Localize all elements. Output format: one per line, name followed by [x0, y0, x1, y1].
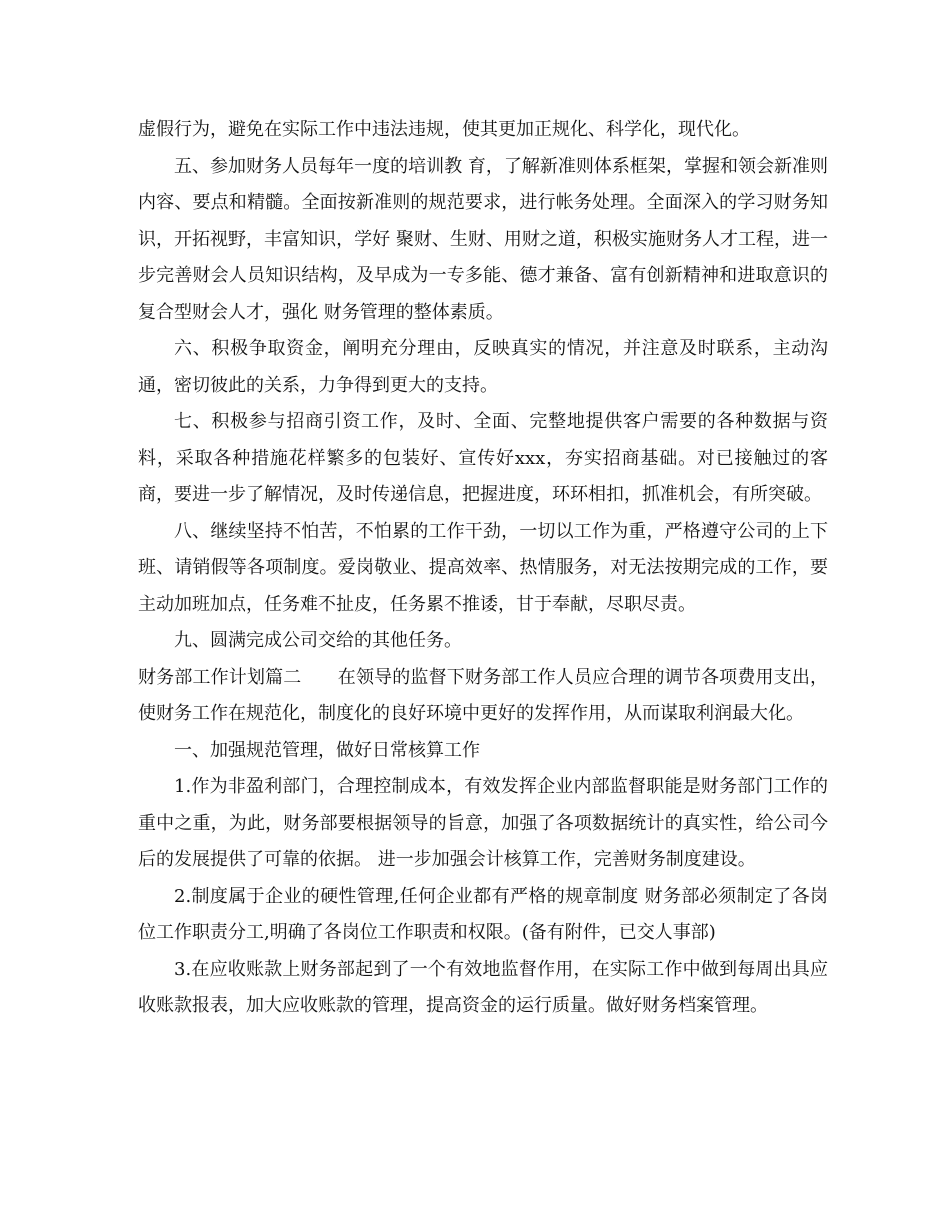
paragraph-item-6-funding: 六、积极争取资金，阐明充分理由，反映真实的情况，并注意及时联系，主动沟通，密切彼此的关系，力争得到更大的支持。 — [138, 338, 828, 396]
document-body — [138, 112, 828, 1025]
paragraph-item-8-discipline: 八、继续坚持不怕苦，不怕累的工作干劲，一切以工作为重，严格遵守公司的上下班、请销假等各项制度。爱岗敬业、提高效率、热情服务，对无法按期完成的工作，要主动加班加点，任务难不扯皮，任务累不推诿，甘于奉献，尽职尽责。 — [138, 520, 828, 615]
paragraph-item-5-training: 五、参加财务人员每年一度的培训教 育，了解新准则体系框架，掌握和领会新准则内容、要点和精髓。全面按新准则的规范要求，进行帐务处理。全面深入的学习财务知识，开拓视野，丰富知识，学好 聚财、生财、用财之道，积极实施财务人才工程，进一步完善财会人员知识结构，及早成为一专多能、德才兼备、富有创新精神和进取意识的复合型财会人才，强化 财务管理的整体素质。 — [138, 155, 828, 323]
paragraph-point-3: 3.在应收账款上财务部起到了一个有效地监督作用，在实际工作中做到每周出具应收账款报表，加大应收账款的管理，提高资金的运行质量。做好财务档案管理。 — [138, 958, 828, 1016]
paragraph-item-7-investment: 七、积极参与招商引资工作，及时、全面、完整地提供客户需要的各种数据与资料，采取各种措施花样繁多的包装好、宣传好xxx，夯实招商基础。对已接触过的客商，要进一步了解情况，及时传递信息，把握进度，环环相扣，抓准机会，有所突破。 — [138, 411, 828, 505]
section-heading-standard-management: 一、加强规范管理，做好日常核算工作 — [174, 739, 480, 761]
paragraph-point-1: 1.作为非盈利部门，合理控制成本，有效发挥企业内部监督职能是财务部门工作的重中之重，为此，财务部要根据领导的旨意，加强了各项数据统计的真实性，给公司今后的发展提供了可靠的依据。 进一步加强会计核算工作，完善财务制度建设。 — [138, 776, 828, 870]
paragraph-point-2: 2.制度属于企业的硬性管理,任何企业都有严格的规章制度 财务部必须制定了各岗位工作职责分工,明确了各岗位工作职责和权限。(备有附件，已交人事部) — [138, 885, 828, 943]
paragraph-continuation: 虚假行为，避免在实际工作中违法违规，使其更加正规化、科学化，现代化。 — [138, 119, 750, 140]
paragraph-plan-part-two: 财务部工作计划篇二 在领导的监督下财务部工作人员应合理的调节各项费用支出，使财务工作在规范化，制度化的良好环境中更好的发挥作用，从而谋取利润最大化。 — [138, 666, 828, 724]
paragraph-item-9-other-tasks: 九、圆满完成公司交给的其他任务。 — [174, 630, 462, 651]
